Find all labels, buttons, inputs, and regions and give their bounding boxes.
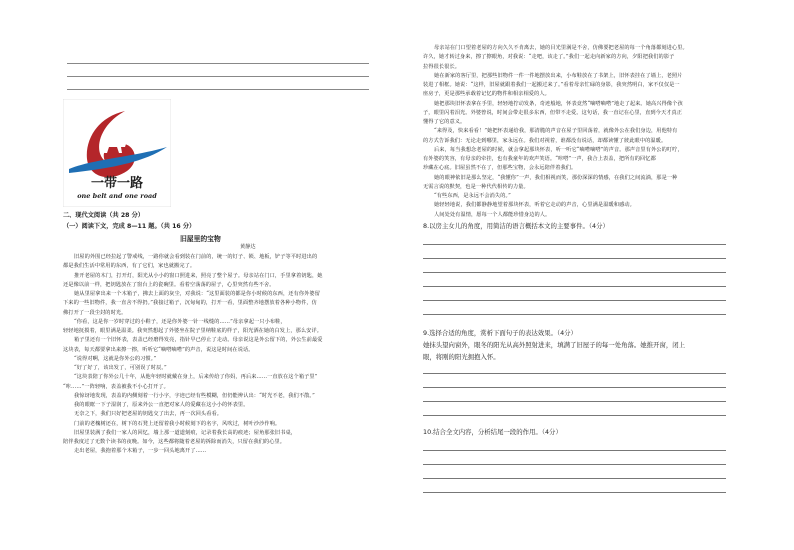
- paragraph: 装进了相框。她说：“这样，旧屋就跟着我们一起搬过来了。”看着母亲忙碌的身影，我突然明白，家不仅仅是一: [423, 82, 680, 88]
- logo-graphic: [63, 99, 171, 207]
- paragraph: “咔……”一阵轻响，表盖被我不小心打开了。: [63, 383, 169, 390]
- section-title: 二、现代文阅读（共 28 分）: [63, 212, 144, 219]
- paragraph: 她在新家的客厅里，把那些旧物件一件一件地摆放出来，小布鞋放在了书架上，旧怀表挂在了墙上，老照片: [434, 72, 683, 79]
- paragraph: “说得对啊，这就是你外公的习惯。”: [74, 355, 157, 362]
- logo-text-main: 一带一路: [90, 176, 144, 191]
- paragraph: 无奈之下，我们只好把老屋的钥匙交了出去，再一次回头看看。: [74, 411, 223, 418]
- paragraph: “来得及，快来看看！”她把怀表递给我，那清脆的声音在屋子里回荡着，就像外公在我们身边，用他特有: [434, 128, 678, 135]
- paragraph: 珍藏在心底。旧屋虽然不在了，但那些宝物，会永远陪伴着我们。: [423, 165, 577, 172]
- answer-line[interactable]: [423, 286, 726, 287]
- paragraph: 座房子，更是那些承载着记忆的物件和相亲相爱的人。: [423, 91, 550, 98]
- paragraph: 轻轻地抚摸着，眼里满是温柔。我突然想起了外婆坐在院子里纳鞋底的样子，阳光洒在她的白发上，那么安详。: [63, 328, 323, 334]
- paragraph: 陪伴我度过了无数个读书的夜晚。如今，这些都将随着老屋的拆除而消失，只留在我们的心里。: [63, 439, 286, 445]
- article-title: 旧屋里的宝物: [180, 235, 221, 243]
- paragraph: 都是我们生活中常用的东西，有了它们，家也就搬完了。: [63, 263, 196, 270]
- paragraph: 旧屋里装满了我们一家人的回忆，墙上那一道道刻痕，记录着我长高的痕迹；屋角那张旧书桌，: [74, 429, 297, 436]
- paragraph: 后来，每当我想念老屋的时候，就会拿起那块怀表，听一听它“嘀嗒嘀嗒”的声音。那声音里有外公的叮咛，: [434, 146, 683, 153]
- paragraph: 母亲站在门口望着老屋的方向久久不肯离去，她的目光里满是不舍，仿佛要把老屋的每一个角落都刻进心里。: [434, 45, 688, 51]
- answer-line[interactable]: [423, 314, 726, 315]
- paragraph: 懂得了它的意义。: [423, 119, 466, 125]
- answer-line[interactable]: [423, 258, 726, 259]
- article-author: 黄静达: [240, 244, 256, 250]
- paragraph: 她的眼神依旧是那么坚定，“我懂你”一声，我们相视而笑，那份深深的情感，在我们之间流淌，那是一种: [434, 174, 678, 181]
- answer-line[interactable]: [423, 244, 726, 245]
- paragraph: 旧屋的外围已经拉起了警戒线，一路你就会看到装在门前的，统一的钉子、锁、地板，铲子等平时进出的: [74, 254, 318, 260]
- answer-line[interactable]: [423, 450, 726, 451]
- question-9-quote: 眼，将刚的阳光拥抱入怀。: [423, 353, 500, 361]
- paragraph: 佛打开了一段尘封的时光。: [63, 309, 127, 316]
- paragraph: 她从里屋拿出来一个木箱子，拂去上面的灰尘，对我说：“这里面装的都是你小时候的东西，还有你外婆留: [74, 291, 320, 297]
- paragraph: “这块表陪了你外公几十年，从他年轻时就戴在身上，后来传给了你妈，再后来……一直放在这个箱子里”: [74, 374, 318, 381]
- question-9: 9.选择合适的角度，赏析下面句子的表达效果。（4分）: [423, 329, 577, 337]
- answer-line[interactable]: [423, 478, 726, 479]
- paragraph: “有些东西，是永远不会消失的。”: [434, 193, 511, 199]
- answer-line[interactable]: [423, 272, 726, 273]
- question-9-quote: 她抹头望向窗外，眼冬的阳光从高外照射进来，填满了旧屋子的每一处角落。她推开窗，闭上: [423, 341, 686, 349]
- paragraph: 她把那块旧怀表拿在手里，轻轻地拧动发条，奇迹般地，怀表竟然“嘀嗒嘀嗒”地走了起来。她高兴得像个孩: [434, 100, 683, 107]
- paragraph: 这块表，每天都要拿出来擦一擦，听听它“嘀嗒嘀嗒”的声音，说这是时间在说话。: [63, 346, 254, 353]
- paragraph: 的方式告诉我们：无论走到哪里，家永远在。我们对视着，谁都没有说话，却都读懂了彼此眼中的温暖。: [423, 137, 667, 144]
- header-line: [67, 63, 369, 64]
- paragraph: 还是像以前一样，把钥匙放在了窗台上的瓷碗里。看着空荡荡的屋子，心里突然有些不舍。: [63, 281, 275, 288]
- paragraph: 下来的一些旧物件，我一直舍不得扔。”我接过箱子，沉甸甸的，打开一看，里面整齐地摆放着各种小物件，仿: [63, 300, 317, 307]
- paragraph: 无需言说的默契，也是一种代代相传的力量。: [423, 183, 529, 190]
- paragraph: 箱子里还有一个旧怀表，表盖已经磨得发亮，指针早已停止了走动。母亲说这是外公留下的，外公生前最爱: [74, 337, 323, 344]
- sub-title: （一）阅读下文，完成 8—11 题。（共 16 分）: [63, 223, 196, 230]
- logo-text-sub: one belt and one road: [77, 192, 157, 200]
- paragraph: 我惊讶地发现，表盖的内侧刻着一行小字，字迹已经有些模糊，但仍能辨认出：“时光不老，我们不散。”: [74, 392, 315, 399]
- question-8: 8.以房主女儿的角度，用简洁的语言概括本文的主要事件。（4分）: [423, 222, 609, 230]
- paragraph: 子，眼里闪着泪光。外婆曾说，时间会带走很多东西，但带不走爱。这句话，我一直记在心里，直到今天才真正: [423, 109, 683, 116]
- answer-line[interactable]: [423, 387, 726, 388]
- paragraph: 许久，她才转过身来，擦了擦眼角，对我说：“走吧，该走了。”我们一起走向新家的方向，夕阳把我们的影子: [423, 54, 675, 61]
- paragraph: “好了好了，该出发了，可别误了时辰。”: [74, 365, 167, 371]
- answer-line[interactable]: [423, 492, 726, 493]
- paragraph: 人间处处有温情，愿每一个人都能珍惜身边的人。: [434, 211, 551, 218]
- paragraph: 她轻轻地说，我们都静静地望着那块怀表，听着它走动的声音，心里满是温暖和感动。: [434, 202, 635, 209]
- paragraph: 拉得很长很长。: [423, 63, 461, 70]
- belt-road-logo: [63, 99, 171, 207]
- answer-line[interactable]: [423, 464, 726, 465]
- paragraph: 门前的老槐树还在，树下的石凳上还留着我小时候刻下的名字，风吹过，树叶沙沙作响。: [74, 420, 281, 427]
- paragraph: 推开老屋的木门，打开灯，阳光从小小的窗口照进来，照亮了整个屋子。母亲站在门口，手里拿着钥匙，她: [74, 272, 323, 279]
- answer-line[interactable]: [423, 415, 726, 416]
- question-10: 10.结合全文内容，分析结尾一段的作用。（4分）: [423, 428, 562, 436]
- answer-line[interactable]: [423, 300, 726, 301]
- header-line: [67, 89, 369, 90]
- paragraph: 我的眼眶一下子湿润了，原来外公一直把对家人的爱藏在这小小的怀表里。: [74, 402, 249, 408]
- answer-line[interactable]: [423, 401, 726, 402]
- left-article-body: [63, 253, 369, 457]
- paragraph: “你看，这是你一岁时穿过的小鞋子，还是你外婆一针一线缝的……”母亲拿起一只小布鞋，: [74, 318, 286, 325]
- header-line: [67, 76, 369, 77]
- answer-line[interactable]: [423, 373, 726, 374]
- paragraph: 有外婆的笑容，有母亲的牵挂，也有我童年的欢声笑语。“咔嗒”一声，我合上表盖，把所有的回忆都: [423, 156, 656, 162]
- paragraph: 走出老屋，我抱着那个木箱子，一步一回头地离开了……: [74, 448, 207, 455]
- right-article-body: [423, 44, 728, 220]
